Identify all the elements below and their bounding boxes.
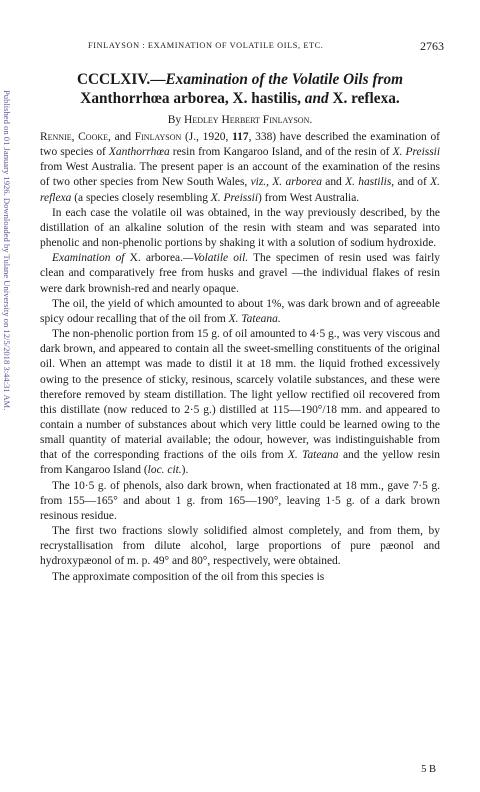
species-name: X. reflexa [40, 176, 441, 204]
paragraph-2: In each case the volatile oil was obtained, in the way previously described, by the distillation of an alkaline solution of the resin with steam and was separated into phenolic and non-phenolic portions by shaking it with a solution of sodium hydroxide. [40, 206, 440, 250]
title-line1: Examination of the Volatile Oils from [165, 71, 404, 88]
text-run: and the yellow resin from Kangaroo Island ( [40, 449, 440, 477]
text-run: and [110, 131, 135, 143]
species-name: X. Tateana [287, 449, 339, 462]
section-species: X. arborea. [129, 252, 183, 265]
text-run: ) from West Australia. [258, 191, 360, 204]
section-heading: Examination of [52, 252, 125, 265]
paragraph-6: The 10·5 g. of phenols, also dark brown, when fractionated at 18 mm., gave 7·5 g. from 155—165° and about 1 g. from 165—190°, leaving 1·5 g. of a dark brown resinous residue. [40, 479, 440, 522]
signature-mark: 5 B [421, 764, 436, 775]
text-run: The oil, the yield of which amounted to about 1%, was dark brown and of agreeable spicy odour recalling that of the oil from [40, 297, 440, 325]
species-name: viz., X. arborea [250, 176, 322, 189]
paragraph-1 [40, 130, 440, 206]
text-run: and of [394, 176, 431, 189]
article-number: CCCLXIV. [76, 71, 151, 88]
species-name: X. Preissii [210, 191, 259, 204]
text-run: The specimen of resin used was fairly clean and comparatively free from husks and gravel —the individual flakes of resin were dark brownish-red and nearly opaque. [40, 252, 441, 295]
genus-name: Xanthorrhœa [108, 146, 170, 159]
section-subheading: —Volatile oil. [182, 252, 249, 265]
cited-author: Finlayson [134, 131, 182, 143]
text-run: and [321, 176, 346, 189]
page-number: 2763 [420, 39, 444, 53]
citation-ref: loc. cit. [147, 464, 182, 477]
text-run: (J., 1920, [181, 131, 233, 143]
article-title [40, 70, 440, 108]
text-run: , 338) have described the examination of two species of [40, 131, 440, 159]
byline-prefix: By [167, 114, 182, 126]
species-name: X. hastilis, [345, 176, 395, 189]
author-name: Hedley Herbert Finlayson. [184, 114, 313, 126]
paragraph-7: The first two fractions slowly solidified almost completely, and from them, by recrystallisation from dilute alcohol, large proportions of pure pæonol and hydroxypæonol of m. p. 49° and 80°, respectively, were obtained. [40, 525, 440, 568]
text-run: from West Australia. The present paper is an account of the examination of the resins of two other species from New South Wales, [40, 161, 440, 189]
paragraph-8: The approximate composition of the oil from this species is [52, 570, 325, 583]
paragraph-5 [40, 327, 440, 479]
title-conj: and [300, 90, 333, 107]
running-head-title: FINLAYSON : EXAMINATION OF VOLATILE OILS, ETC. [88, 41, 324, 50]
text-run: ). [181, 464, 189, 477]
running-head [40, 40, 444, 54]
species-name: X. Tateana. [228, 312, 281, 325]
journal-volume: 117 [232, 131, 249, 143]
title-dash: — [150, 71, 166, 88]
text-run: resin from Kangaroo Island, and of the resin of [169, 146, 393, 159]
cited-authors: Rennie, Cooke, [40, 131, 111, 143]
byline [40, 114, 440, 126]
title-species2: X. reflexa. [332, 90, 400, 107]
text-run: (a species closely resembling [71, 191, 211, 204]
title-species1: Xanthorrhœa arborea, X. hastilis, [80, 90, 301, 107]
download-notice-text: Published on 01 January 1926. Downloaded by Tulane University on 12/5/2018 3:44:31 AM. [2, 90, 12, 411]
text-run: The non-phenolic portion from 15 g. of oil amounted to 4·5 g., was very viscous and dark brown, and appeared to contain all the sweet-smelling constituents of the original oil. When an attempt was made to distil it at 18 mm. the liquid frothed excessively owing to the presence of sticky, resinous, scarcely volatile substances, and these were therefore removed by steam distillation. The light yellow rectified oil recovered from this distillate (now reduced to 2·5 g.) distilled at 115—190°/18 mm. and appeared to contain a number of substances about which very little could be learned owing to the small quantity of material available; the odour, however, was indistinguishable from that of the corresponding fractions of the oils from [40, 328, 440, 462]
paragraph-4 [40, 297, 440, 327]
download-notice [0, 90, 18, 720]
article [40, 70, 440, 585]
paragraph-3 [40, 251, 440, 296]
article-body [40, 130, 440, 585]
species-name: X. Preissii [392, 146, 440, 159]
